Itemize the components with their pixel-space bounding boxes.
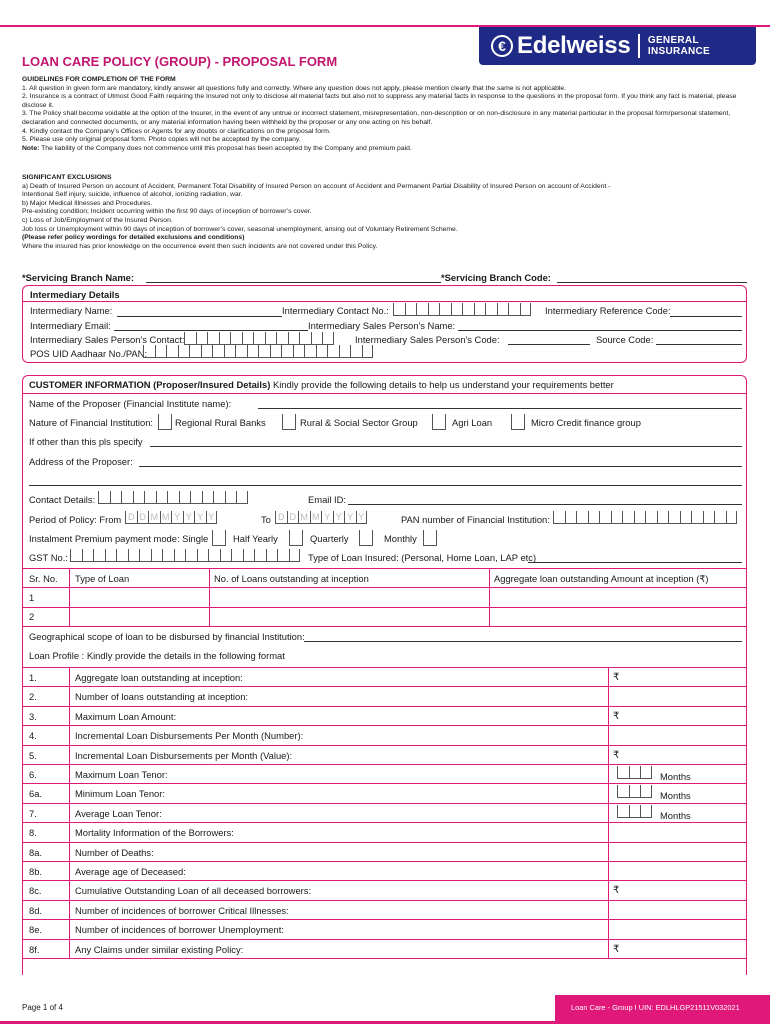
brand-name: Edelweiss [517,32,631,59]
table-border [23,626,746,627]
address-field-2[interactable] [29,485,742,486]
date-char: Y [194,511,206,524]
profile-row-label: Number of Deaths: [75,846,154,858]
other-label: If other than this pls specify [29,436,143,447]
table-border [23,803,746,804]
months-unit: Months [660,771,691,782]
intermediary-contact-cells[interactable] [393,303,531,316]
nature-label: Nature of Financial Institution: [29,417,154,428]
profile-row-number: 6a. [29,788,43,800]
table-border [23,783,746,784]
table-border [23,607,746,608]
exclusion-item: c) Loss of Job/Employment of the Insured Person. [22,216,173,224]
pos-cells[interactable] [143,345,373,358]
brand-subtitle [648,35,710,57]
intermediary-email-field[interactable] [114,330,308,331]
rupee-symbol: ₹ [613,672,620,683]
checkbox-monthly[interactable] [423,530,437,546]
sales-code-field[interactable] [508,344,590,345]
months-cells[interactable] [617,805,652,818]
sales-code-label: Intermediary Sales Person's Code: [355,334,500,345]
intermediary-email-label: Intermediary Email: [30,320,111,331]
logo-divider [638,34,640,58]
table-border [23,880,746,881]
profile-intro: Loan Profile : Kindly provide the details in the following format [29,650,285,661]
profile-row-label: Incremental Loan Disbursements per Month (Value): [75,749,293,761]
contact-label: Contact Details: [29,494,96,505]
date-char: Y [344,511,356,524]
sales-person-name-label: Intermediary Sales Person's Name: [308,320,456,331]
option-rural-social: Rural & Social Sector Group [300,417,418,428]
profile-row-number: 8a. [29,846,43,858]
checkbox-micro-credit[interactable] [511,414,525,430]
brand-sub-insurance: INSURANCE [647,46,711,57]
date-char: D [275,511,287,524]
brand-mark-icon: € [491,35,513,57]
date-char: D [137,511,149,524]
mode-quarterly: Quarterly [310,533,349,544]
date-char: Y [333,511,345,524]
profile-row-label: Aggregate loan outstanding at inception: [75,672,243,683]
footer [0,995,770,1021]
proposer-name-field[interactable] [258,408,742,409]
exclusion-item: b) Major Medical Illnesses and Procedures. [22,199,153,207]
edelweiss-logo [479,27,756,65]
exclusion-item: Pre-existing condition; Incident occurring within the first 90 days of inception of borrower’s cover. [22,208,312,216]
brand-sub-general: GENERAL [647,35,699,46]
rupee-symbol: ₹ [613,943,620,955]
profile-row-number: 2. [29,691,37,703]
checkbox-regional-rural[interactable] [158,414,172,430]
table-border [608,667,609,958]
profile-row-number: 8b. [29,866,43,877]
profile-row-number: 4. [29,730,37,742]
profile-row-number: 8d. [29,904,43,916]
table-border [69,667,70,958]
guideline-item: 1. All question in given form are mandatory, kindly answer all questions fully and correctly. Where any question does not apply, please mention clearly that the same is not applicable. [22,84,567,92]
period-from-date[interactable] [125,511,217,524]
loan-type-label: Type of Loan Insured: (Personal, Home Loan, LAP etc) [308,552,537,563]
table-border [23,706,746,707]
table-border [23,861,746,862]
table-border [23,686,746,687]
intermediary-name-label: Intermediary Name: [30,305,113,316]
months-cells[interactable] [617,785,652,798]
intermediary-contact-label: Intermediary Contact No.: [282,305,389,316]
exclusion-item: Job loss or Unemployment within 90 days of inception of borrower’s cover, seasonal unemployment, arising out of Voluntary Retirement Scheme. [22,225,458,233]
customer-title-note: Kindly provide the following details to help us understand your requirements better [270,379,614,390]
checkbox-quarterly[interactable] [359,530,373,546]
divider [23,301,746,302]
profile-row-label: Average age of Deceased: [75,866,186,877]
period-to-label: To [261,514,271,525]
intermediary-title: Intermediary Details [30,289,120,300]
date-char: D [125,511,137,524]
profile-row-label: Number of incidences of borrower Critical Illnesses: [75,904,289,916]
profile-row-number: 3. [29,710,37,722]
guidelines [22,76,748,153]
rupee-symbol: ₹ [613,710,620,722]
table-border [23,919,746,920]
date-char: Y [321,511,333,524]
profile-row-label: Mortality Information of the Borrowers: [75,827,234,839]
table-border [489,568,490,626]
page-number: Page 1 of 4 [22,1003,63,1012]
exclusions-refer: (Please refer policy wordings for detailed exclusions and conditions) [22,234,245,242]
branch-name-label: *Servicing Branch Name: [22,272,135,283]
table-header: No. of Loans outstanding at inception [214,573,369,584]
profile-row-label: Incremental Loan Disbursements Per Month (Number): [75,730,304,742]
months-unit: Months [660,809,691,821]
other-field[interactable] [150,446,742,447]
intermediary-ref-label: Intermediary Reference Code: [545,305,671,316]
profile-row-label: Any Claims under similar existing Policy: [75,943,244,955]
guideline-item: 5. Please use only original proposal form. Photo copies will not be accepted by the company. [22,136,301,144]
exclusions [22,174,748,251]
table-border [23,667,746,668]
profile-row-number: 8c. [29,885,42,897]
customer-title [29,379,614,390]
exclusions-last: Where the insured has prior knowledge on the occurrence event then such incidents are not covered under this Policy. [22,242,378,250]
source-code-label: Source Code: [596,334,654,345]
table-border [23,900,746,901]
profile-row-number: 6. [29,769,37,780]
rupee-symbol: ₹ [613,885,620,897]
checkbox-rural-social[interactable] [282,414,296,430]
rupee-symbol: ₹ [613,749,620,761]
note-text: The liability of the Company does not commence until this proposal has been accepted by the Company and premium paid. [39,144,412,152]
profile-row-number: 5. [29,749,37,761]
email-label: Email ID: [308,494,347,505]
date-char: Y [183,511,195,524]
months-unit: Months [660,790,691,802]
note-label: Note: [22,144,40,152]
period-to-date[interactable] [275,511,367,524]
table-border [209,568,210,626]
geo-label: Geographical scope of loan to be disbursed by financial Institution: [29,631,305,642]
table-header: Sr. No. [29,573,58,584]
geo-field[interactable] [304,641,742,642]
sales-person-name-field[interactable] [458,330,742,331]
profile-row-label: Maximum Loan Tenor: [75,769,168,780]
table-border [23,958,746,959]
source-code-field[interactable] [656,344,742,345]
customer-title-bold: CUSTOMER INFORMATION (Proposer/Insured Details) [29,379,271,390]
date-char: Y [206,511,218,524]
profile-row-label: Maximum Loan Amount: [75,710,177,722]
exclusion-item: Intentional Self injury, suicide, influence of alcohol, ionizing radiation, war. [22,191,243,199]
divider [23,393,746,394]
date-char: M [298,511,310,524]
months-cells[interactable] [617,766,652,779]
date-char: D [287,511,299,524]
profile-row-label: Minimum Loan Tenor: [75,788,165,800]
option-agri-loan: Agri Loan [452,417,493,428]
exclusions-heading: SIGNIFICANT EXCLUSIONS [22,174,112,181]
guideline-note [22,145,748,154]
loan-type-field[interactable] [528,562,742,563]
profile-row-number: 8. [29,827,37,839]
contact-cells[interactable] [98,491,248,504]
table-border [23,568,746,569]
profile-row-number: 8e. [29,924,43,936]
pan-label: PAN number of Financial Institution: [401,514,550,525]
guidelines-heading: GUIDELINES FOR COMPLETION OF THE FORM [22,76,176,83]
pan-cells[interactable] [553,511,737,524]
footer-doc-id: Loan Care - Group I UIN: EDLHLGP21511V032021 [555,995,770,1021]
guideline-item: 4. Kindly contact the Company’s Offices or Agents for any doubts or clarifications on the proposal form. [22,127,331,135]
page-title: LOAN CARE POLICY (GROUP) - PROPOSAL FORM [22,54,338,69]
guideline-item: 3. The Policy shall become voidable at the option of the Insurer, in the event of any untrue or incorrect statement, misrepresentation, non-description or on non-disclosure in any material particular in the proposal form/personal statement, declaration and connected documents, or any material information having been withheld by the proposer or any one acting on his behalf. [22,110,731,126]
table-header: Aggregate loan outstanding Amount at inception (₹) [494,573,709,584]
date-char: M [148,511,160,524]
option-regional-rural: Regional Rural Banks [175,417,266,428]
period-from-label: Period of Policy: From [29,514,122,525]
profile-row-number: 1. [29,672,37,683]
exclusion-item: a) Death of Insured Person on account of Accident, Permanent Total Disability of Insured Person on account of Accident and Permanent Partial Disability of Insured Person on account of Accident - [22,182,611,190]
profile-row-label: Average Loan Tenor: [75,807,162,819]
table-border [23,587,746,588]
date-char: Y [356,511,368,524]
table-border [23,764,746,765]
branch-name-field[interactable] [146,282,441,283]
profile-row-number: 7. [29,807,37,819]
mode-monthly: Monthly [384,533,417,544]
profile-row-label: Number of incidences of borrower Unemployment: [75,924,284,936]
table-border [69,568,70,626]
profile-row-label: Cumulative Outstanding Loan of all deceased borrowers: [75,885,312,897]
pos-label: POS UID Aadhaar No./PAN: [30,348,148,359]
date-char: M [160,511,172,524]
gst-label: GST No.: [29,552,68,563]
profile-row-label: Number of loans outstanding at inception: [75,691,249,703]
proposer-name-label: Name of the Proposer (Financial Institute name): [29,398,232,409]
table-row-number: 2 [29,611,35,622]
checkbox-half-yearly[interactable] [289,530,303,546]
checkbox-agri-loan[interactable] [432,414,446,430]
mode-half-yearly: Half Yearly [233,533,278,544]
intermediary-ref-field[interactable] [670,316,742,317]
table-border [23,842,746,843]
checkbox-single[interactable] [212,530,226,546]
table-border [23,939,746,940]
option-micro-credit: Micro Credit finance group [531,417,641,428]
sales-contact-cells[interactable] [184,332,334,345]
table-border [23,822,746,823]
email-field[interactable] [348,504,742,505]
guideline-item: 2. Insurance is a contract of Utmost Good Faith requiring the Insured not only to disclose all material facts but also not to suppress any material facts in response to the questions in the proposal form. If you think any fact is material, please disclose it. [22,93,737,109]
premium-mode-label: Instalment Premium payment mode: Single [29,533,209,544]
date-char: Y [171,511,183,524]
address-field-1[interactable] [139,466,742,467]
profile-row-number: 8f. [29,943,40,955]
table-border [23,725,746,726]
branch-code-label: *Servicing Branch Code: [441,272,551,283]
intermediary-name-field[interactable] [117,316,282,317]
table-border [23,745,746,746]
table-row-number: 1 [29,592,35,603]
branch-code-field[interactable] [557,282,747,283]
sales-contact-label: Intermediary Sales Person's Contact: [30,334,185,345]
table-header: Type of Loan [75,573,130,584]
address-label: Address of the Proposer: [29,456,133,467]
date-char: M [310,511,322,524]
gst-cells[interactable] [70,549,300,562]
